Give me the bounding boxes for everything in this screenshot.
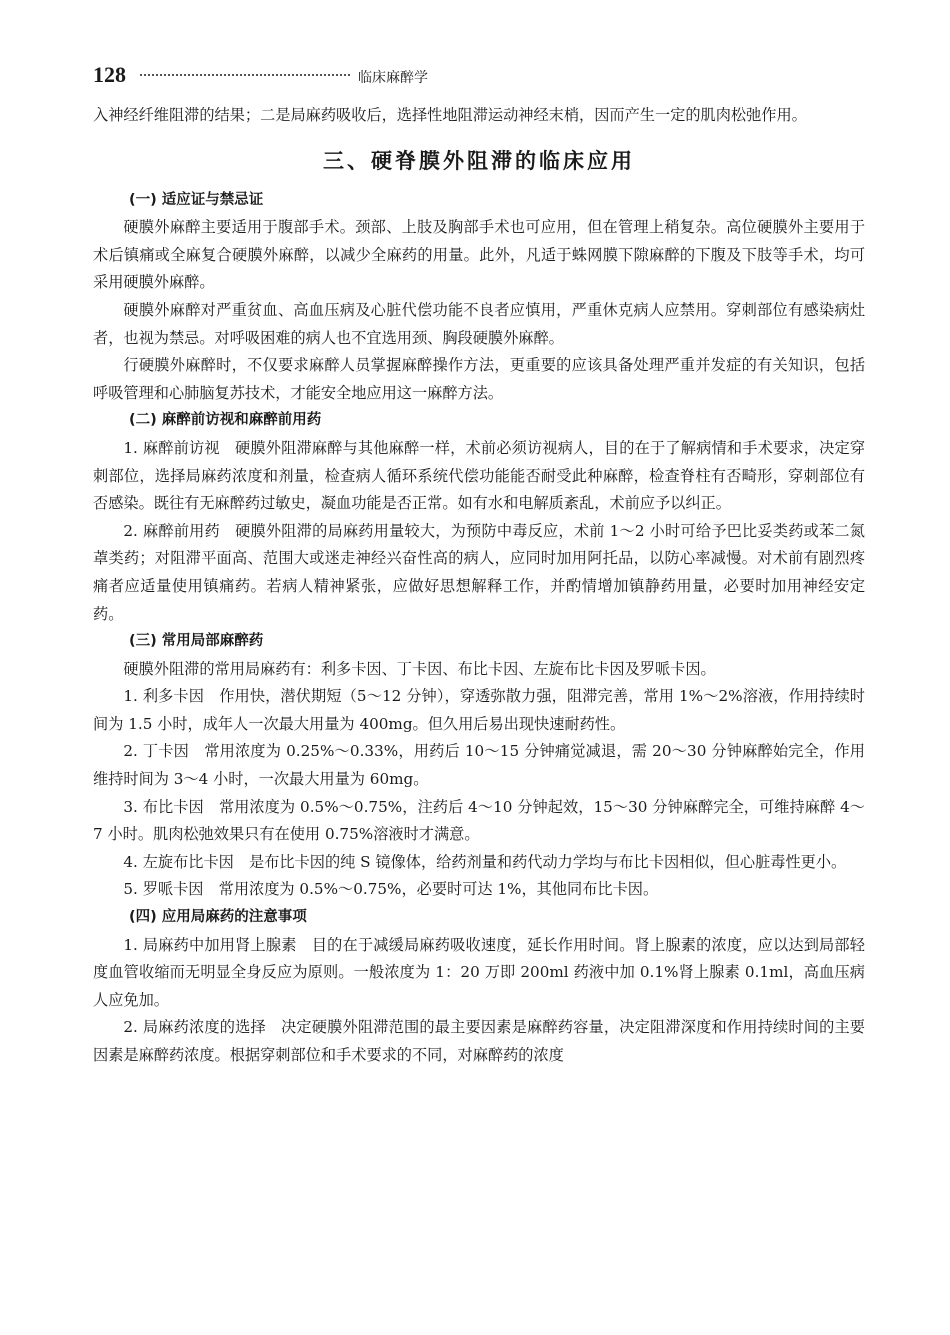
book-title: 临床麻醉学 [358,70,428,86]
paragraph: 行硬膜外麻醉时，不仅要求麻醉人员掌握麻醉操作方法，更重要的应该具备处理严重并发症的有关知识，包括呼吸管理和心肺脑复苏技术，才能安全地应用这一麻醉方法。 [93,356,865,402]
item-body: 硬膜外阻滞的局麻药用量较大，为预防中毒反应，术前 1～2 小时可给予巴比妥类药或苯二氮䓬类药；对阻滞平面高、范围大或迷走神经兴奋性高的病人，应同时加用阿托品，以防心率减慢。对术前有剧烈疼痛者应适量使用镇痛药。若病人精神紧张，应做好思想解释工作，并酌情增加镇静药用量，必要时加用神经安定药。 [93,521,865,623]
drug-item [93,683,865,738]
item-body: 硬膜外阻滞麻醉与其他麻醉一样，术前必须访视病人，目的在于了解病情和手术要求，决定穿刺部位，选择局麻药浓度和剂量，检查病人循环系统代偿功能能否耐受此种麻醉，检查脊柱有否畸形，穿刺部位有否感染。既往有无麻醉药过敏史，凝血功能是否正常。如有水和电解质紊乱，术前应予以纠正。 [93,438,866,513]
subsection-title-2: (二) 麻醉前访视和麻醉前用药 [129,412,322,429]
drug-description: 作用快，潜伏期短（5～12 分钟），穿透弥散力强，阻滞完善，常用 1%～2%溶液，作用持续时间为 1.5 小时，成年人一次最大用量为 400mg。但久用后易出现快速耐药性。 [93,687,865,733]
drug-description: 是布比卡因的纯 S 镜像体，给药剂量和药代动力学均与布比卡因相似，但心脏毒性更小。 [249,852,847,871]
list-item [93,518,865,628]
running-header [93,62,865,94]
list-item [93,1014,865,1069]
drug-name: 4. 左旋布比卡因 [123,852,234,871]
drug-name: 5. 罗哌卡因 [123,880,204,899]
item-heading: 1. 局麻药中加用肾上腺素 [123,935,297,954]
paragraph: 硬膜外阻滞的常用局麻药有：利多卡因、丁卡因、布比卡因、左旋布比卡因及罗哌卡因。 [123,659,716,678]
header-dotted-leader [140,74,350,76]
drug-description: 常用浓度为 0.5%～0.75%，必要时可达 1%，其他同布比卡因。 [218,880,659,899]
item-body: 目的在于减缓局麻药吸收速度，延长作用时间。肾上腺素的浓度，应以达到局部轻度血管收缩而无明显全身反应为原则。一般浓度为 1：20 万即 200ml 药液中加 0.1%肾上腺素 0.1ml，高血压病人应免加。 [93,935,865,1009]
item-body: 决定硬膜外阻滞范围的最主要因素是麻醉药容量，决定阻滞深度和作用持续时间的主要因素是麻醉药浓度。根据穿刺部位和手术要求的不同，对麻醉药的浓度 [93,1018,865,1064]
drug-name: 1. 利多卡因 [123,687,205,706]
subsection-title-3: (三) 常用局部麻醉药 [129,633,264,650]
list-item [93,435,865,518]
drug-item [93,849,865,877]
subsection-title-1: (一) 适应证与禁忌证 [129,191,264,208]
drug-name: 3. 布比卡因 [123,797,204,816]
book-page [93,62,865,1070]
section-title: 三、硬脊膜外阻滞的临床应用 [323,147,635,173]
item-heading: 2. 麻醉前用药 [123,521,220,540]
item-heading: 1. 麻醉前访视 [123,438,220,457]
drug-description: 常用浓度为 0.5%～0.75%，注药后 4～10 分钟起效，15～30 分钟麻醉完全，可维持麻醉 4～7 小时。肌肉松弛效果只有在使用 0.75%溶液时才满意。 [93,797,865,844]
drug-item [93,876,865,904]
paragraph: 硬膜外麻醉对严重贫血、高血压病及心脏代偿功能不良者应慎用，严重休克病人应禁用。穿刺部位有感染病灶者，也视为禁忌。对呼吸困难的病人也不宜选用颈、胸段硬膜外麻醉。 [93,300,865,347]
drug-item [93,738,865,793]
paragraph: 硬膜外麻醉主要适用于腹部手术。颈部、上肢及胸部手术也可应用，但在管理上稍复杂。高位硬膜外主要用于术后镇痛或全麻复合硬膜外麻醉，以减少全麻药的用量。此外，凡适于蛛网膜下隙麻醉的下腹及下肢等手术，均可采用硬膜外麻醉。 [93,218,865,292]
intro-paragraph: 入神经纤维阻滞的结果；二是局麻药吸收后，选择性地阻滞运动神经末梢，因而产生一定的肌肉松弛作用。 [93,106,807,124]
subsection-title-4: (四) 应用局麻药的注意事项 [129,909,307,926]
list-item [93,932,865,1015]
item-heading: 2. 局麻药浓度的选择 [123,1018,266,1037]
drug-name: 2. 丁卡因 [123,742,190,761]
drug-item [93,794,865,849]
drug-description: 常用浓度为 0.25%～0.33%，用药后 10～15 分钟痛觉减退，需 20～30 分钟麻醉始完全，作用维持时间为 3～4 小时，一次最大用量为 60mg。 [93,742,865,789]
page-number: 128 [93,62,126,87]
